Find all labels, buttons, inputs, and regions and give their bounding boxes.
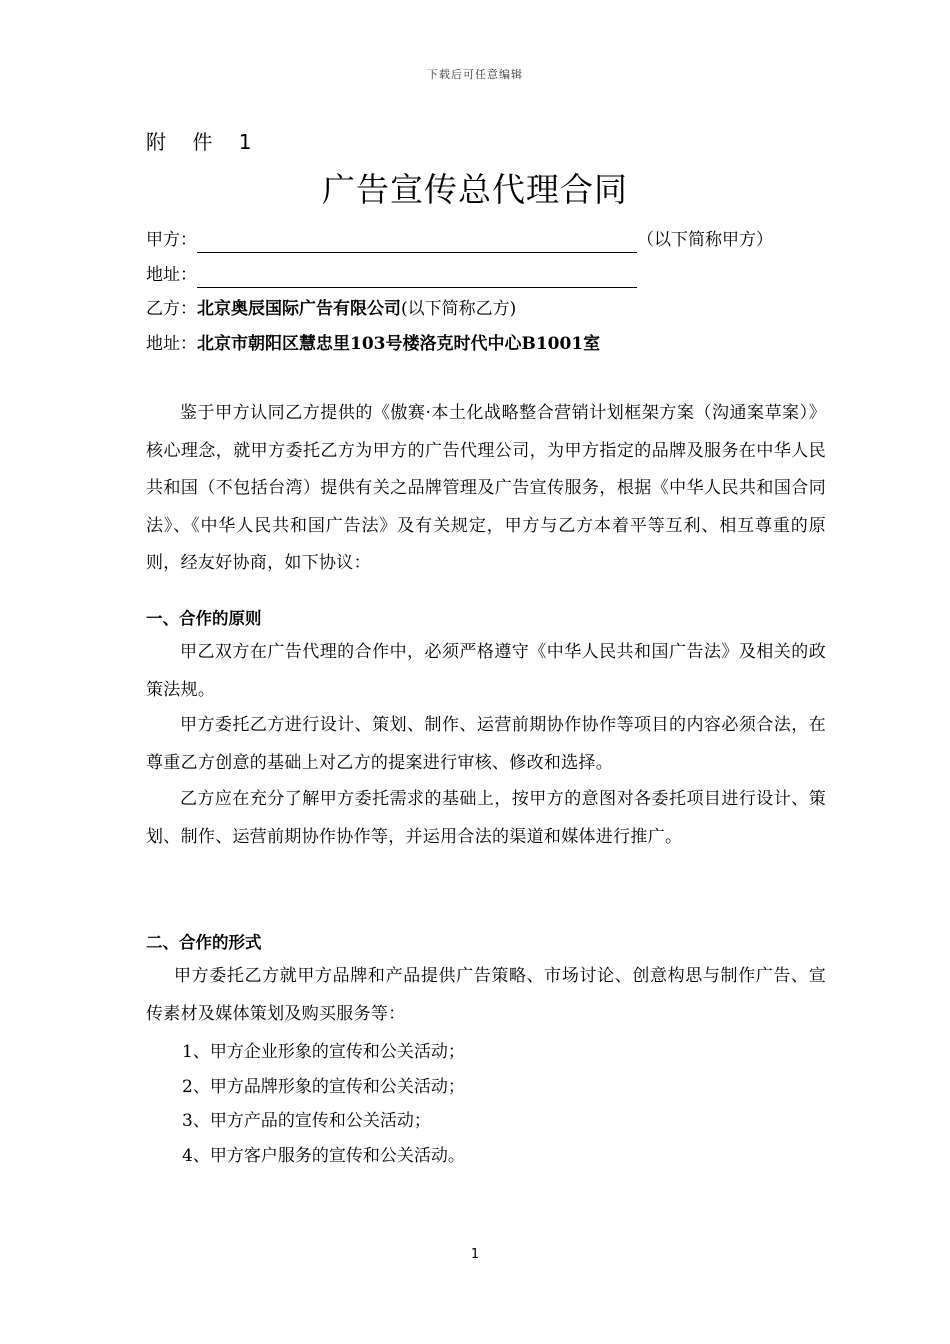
section1-paragraph-1: 甲乙双方在广告代理的合作中，必须严格遵守《中华人民共和国广告法》及相关的政策法规。 (146, 642, 826, 700)
contract-title: 广告宣传总代理合同 (322, 170, 628, 209)
party-a-field (146, 227, 773, 253)
party-a-address-label: 地址： (146, 265, 197, 285)
intro-paragraph: 鉴于甲方认同乙方提供的《傲赛·本土化战略整合营销计划框架方案（沟通案草案）》核心理念，就甲方委托乙方为甲方的广告代理公司，为甲方指定的品牌及服务在中华人民共和国（不包括台湾）提供有关之品牌管理及广告宣传服务，根据《中华人民共和国合同法》、《中华人民共和国广告法》及有关规定，甲方与乙方本着平等互利、相互尊重的原则，经友好协商，如下协议： (146, 403, 826, 573)
list-item: 4、甲方客户服务的宣传和公关活动。 (182, 1146, 465, 1166)
party-a-address-field (146, 262, 637, 288)
party-b-label: 乙方： (146, 299, 197, 319)
section2-heading: 二、合作的形式 (146, 933, 262, 952)
list-item: 3、甲方产品的宣传和公关活动； (182, 1111, 431, 1131)
party-a-suffix: （以下简称甲方） (637, 230, 773, 250)
section1-paragraph-2: 甲方委托乙方进行设计、策划、制作、运营前期协作协作等项目的内容必须合法，在尊重乙方创意的基础上对乙方的提案进行审核、修改和选择。 (146, 715, 826, 773)
party-b-suffix: (以下简称乙方) (401, 299, 517, 319)
section1-paragraph-3: 乙方应在充分了解甲方委托需求的基础上，按甲方的意图对各委托项目进行设计、策划、制作、运营前期协作协作等，并运用合法的渠道和媒体进行推广。 (146, 789, 826, 847)
list-item: 2、甲方品牌形象的宣传和公关活动； (182, 1077, 465, 1097)
header-note: 下载后可任意编辑 (427, 68, 523, 81)
section2-intro: 甲方委托乙方就甲方品牌和产品提供广告策略、市场讨论、创意构思与制作广告、宣传素材及媒体策划及购买服务等： (146, 966, 826, 1024)
section1-heading: 一、合作的原则 (146, 609, 262, 628)
list-item: 1、甲方企业形象的宣传和公关活动； (182, 1042, 465, 1062)
party-b-address-value: 北京市朝阳区慧忠里103号楼洛克时代中心B1001室 (197, 334, 601, 354)
party-b-address-field (146, 331, 600, 357)
page-number: 1 (470, 1247, 480, 1262)
party-a-label: 甲方： (146, 230, 197, 250)
party-a-blank-line (197, 232, 637, 253)
party-b-field (146, 296, 516, 322)
party-b-name: 北京奥辰国际广告有限公司 (197, 299, 401, 319)
party-a-address-blank-line (197, 267, 637, 288)
annex-label: 附 件 1 (146, 130, 262, 154)
party-b-address-label: 地址： (146, 334, 197, 354)
